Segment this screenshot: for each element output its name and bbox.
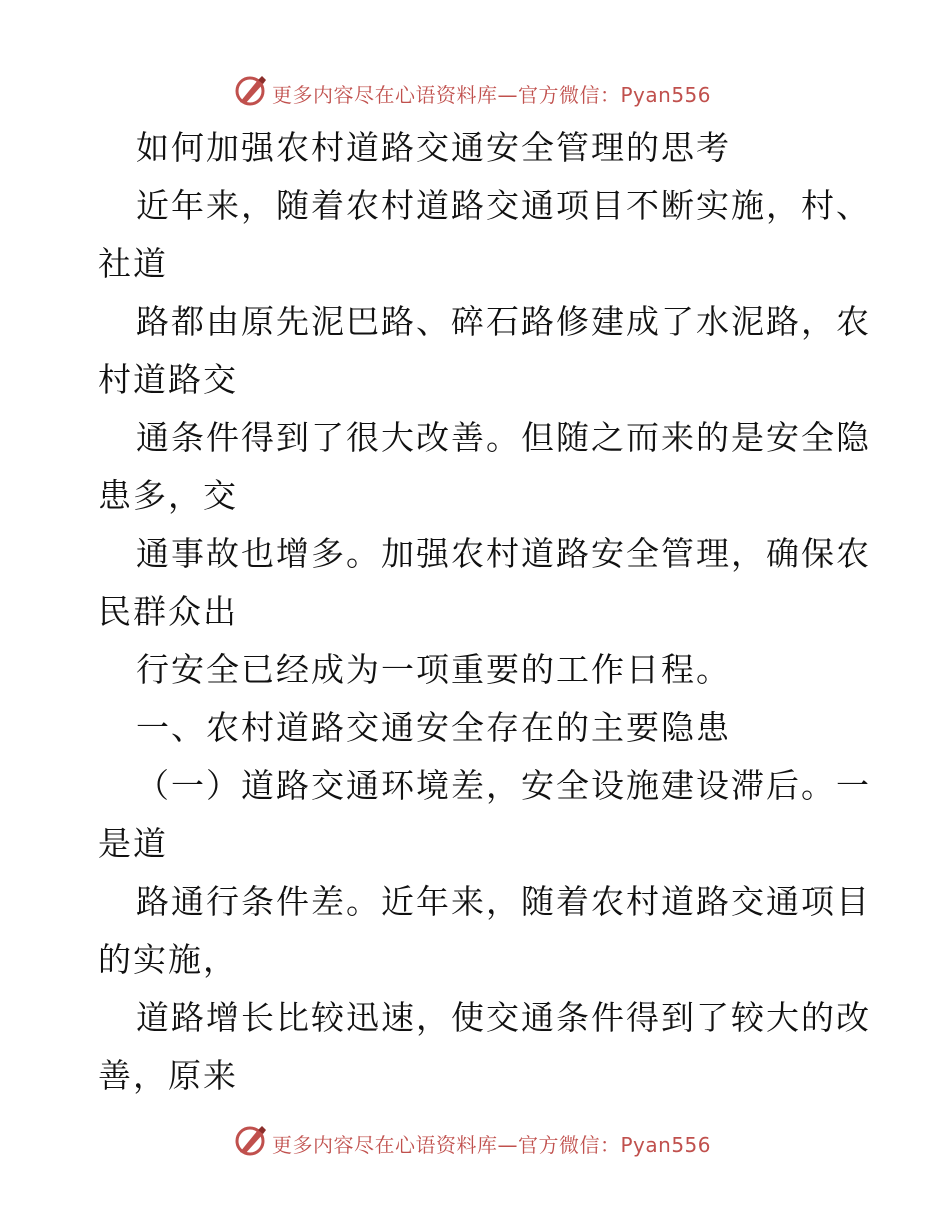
section-heading: 一、农村道路交通安全存在的主要隐患 bbox=[136, 708, 731, 747]
text-line: 近年来，随着农村道路交通项目不断实施，村、 bbox=[136, 186, 871, 225]
text-line: 行安全已经成为一项重要的工作日程。 bbox=[136, 650, 731, 689]
text-line: 社道 bbox=[98, 244, 168, 283]
watermark-text: 更多内容尽在心语资料库—官方微信：Pyan556 bbox=[272, 83, 712, 107]
text-line: 患多，交 bbox=[98, 476, 238, 515]
text-line: 道路增长比较迅速，使交通条件得到了较大的改 bbox=[136, 998, 871, 1037]
text-line: 通条件得到了很大改善。但随之而来的是安全隐 bbox=[136, 418, 871, 457]
text-line: 民群众出 bbox=[98, 592, 238, 631]
text-line: （一）道路交通环境差，安全设施建设滞后。一 bbox=[136, 766, 871, 805]
header-watermark bbox=[0, 72, 950, 108]
text-line: 路都由原先泥巴路、碎石路修建成了水泥路，农 bbox=[136, 302, 871, 341]
text-line: 的实施， bbox=[98, 940, 238, 979]
text-line: 村道路交 bbox=[98, 360, 238, 399]
text-line: 善，原来 bbox=[98, 1056, 238, 1095]
footer-watermark bbox=[0, 1122, 950, 1158]
text-line: 是道 bbox=[98, 824, 168, 863]
text-line: 路通行条件差。近年来，随着农村道路交通项目 bbox=[136, 882, 871, 921]
document-title: 如何加强农村道路交通安全管理的思考 bbox=[136, 128, 731, 167]
text-line: 通事故也增多。加强农村道路安全管理，确保农 bbox=[136, 534, 871, 573]
watermark-text: 更多内容尽在心语资料库—官方微信：Pyan556 bbox=[272, 1133, 712, 1157]
pen-logo-icon bbox=[234, 1124, 268, 1156]
pen-logo-icon bbox=[234, 74, 268, 106]
